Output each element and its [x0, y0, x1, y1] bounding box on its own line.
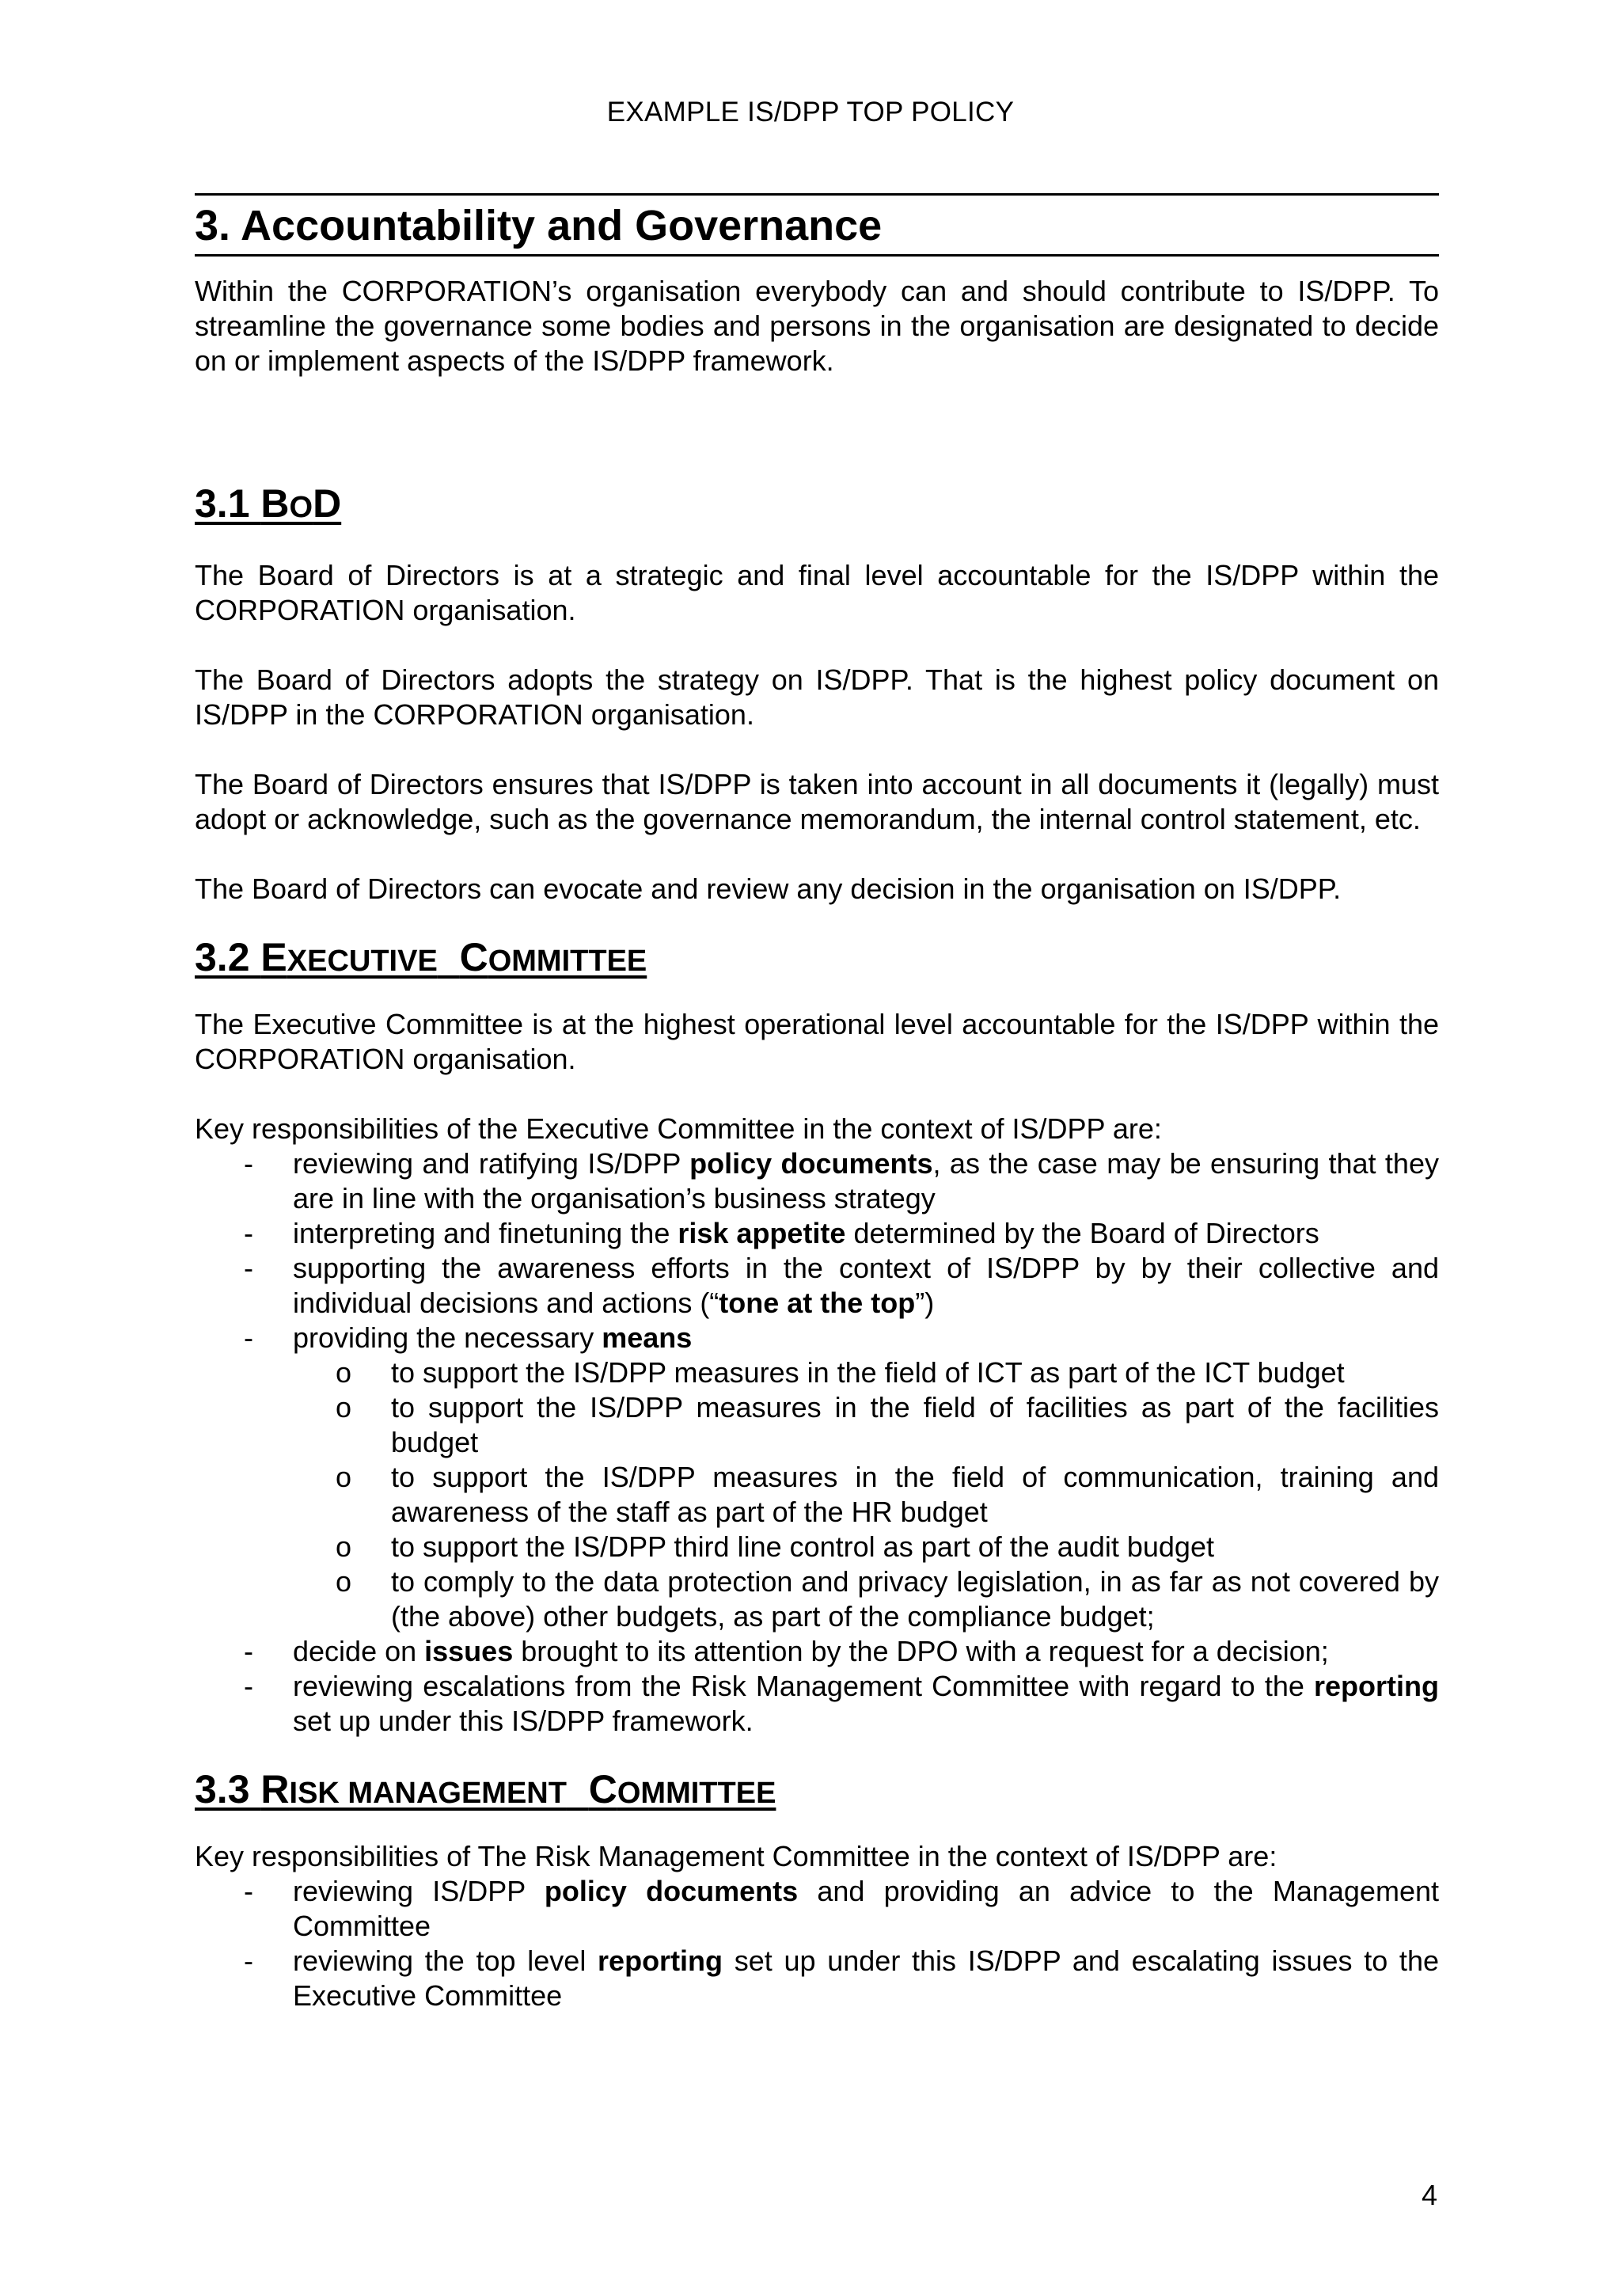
chapter-heading [195, 193, 1439, 257]
bod-paragraph-1: The Board of Directors is at a strategic and final level accountable for the IS/DPP within the CORPORATION organisation. [195, 559, 1439, 626]
sub-list-item: o to comply to the data protection and privacy legislation, in as far as not covered by (the above) other budgets, as part of the compliance budget; [293, 1564, 1439, 1634]
section-number: 3.3 [195, 1767, 261, 1811]
heading-letter: D [313, 481, 342, 526]
section-number: 3.2 [195, 935, 261, 979]
list-item: - interpreting and finetuning the risk appetite determined by the Board of Directors [195, 1216, 1439, 1251]
list-item: - reviewing escalations from the Risk Management Committee with regard to the reporting set up under this IS/DPP framework. [195, 1669, 1439, 1739]
page-header: EXAMPLE IS/DPP TOP POLICY [606, 97, 1015, 127]
heading-letter: E [260, 935, 287, 979]
document-body [195, 193, 1439, 2013]
rmc-intro: Key responsibilities of The Risk Management Committee in the context of IS/DPP are: [195, 1840, 1277, 1872]
list-item: - reviewing the top level reporting set up under this IS/DPP and escalating issues to the Executive Committee [195, 1944, 1439, 2013]
page-number: 4 [1421, 2179, 1437, 2211]
heading-letter: C [459, 935, 488, 979]
list-item: - providing the necessary means o to support the IS/DPP measures in the field of ICT as part of the ICT budget o to support the IS/DPP measures in the field of facilities as part of the facilities budget o to support the IS/DPP measures in the field of communication, training and awareness of the staff as part of the HR budget o to support the IS/DPP third line control as part of the audit budget o to comply to the data protection and privacy legislation, in as far as not covered by (the above) other budgets, as part of the compliance budget; [195, 1321, 1439, 1634]
list-item: - reviewing and ratifying IS/DPP policy documents, as the case may be ensuring that they are in line with the organisation’s business strategy [195, 1146, 1439, 1216]
sub-list-item: o to support the IS/DPP measures in the field of facilities as part of the facilities budget [293, 1390, 1439, 1460]
heading-letter: B [260, 481, 290, 526]
heading-smallcaps: OMMITTEE [617, 1777, 776, 1810]
heading-smallcaps: XECUTIVE [287, 945, 438, 978]
bod-paragraph-4: The Board of Directors can evocate and review any decision in the organisation on IS/DPP. [195, 872, 1342, 905]
section-heading-3-2 [195, 933, 1439, 985]
list-item: - reviewing IS/DPP policy documents and providing an advice to the Management Committee [195, 1874, 1439, 1944]
exco-responsibilities-list [195, 1146, 1439, 1739]
sub-list-item: o to support the IS/DPP measures in the field of ICT as part of the ICT budget [293, 1355, 1439, 1390]
heading-letter: C [588, 1767, 617, 1811]
section-heading-3-1 [195, 480, 1439, 531]
exco-intro: Key responsibilities of the Executive Committee in the context of IS/DPP are: [195, 1112, 1162, 1145]
heading-smallcaps: O [289, 491, 313, 524]
heading-letter: R [260, 1767, 290, 1811]
sub-list-item: o to support the IS/DPP third line control as part of the audit budget [293, 1530, 1439, 1564]
bod-paragraph-2: The Board of Directors adopts the strategy on IS/DPP. That is the highest policy document on IS/DPP in the CORPORATION organisation. [195, 663, 1439, 731]
sub-list-item: o to support the IS/DPP measures in the field of communication, training and awareness of the staff as part of the HR budget [293, 1460, 1439, 1530]
exco-paragraph-1: The Executive Committee is at the highest operational level accountable for the IS/DPP within the CORPORATION organisation. [195, 1008, 1439, 1075]
list-item: - supporting the awareness efforts in the context of IS/DPP by by their collective and individual decisions and actions (“tone at the top”) [195, 1251, 1439, 1321]
rmc-responsibilities-list [195, 1874, 1439, 2013]
bod-paragraph-3: The Board of Directors ensures that IS/DPP is taken into account in all documents it (legally) must adopt or acknowledge, such as the governance memorandum, the internal control statement, etc. [195, 768, 1439, 835]
section-heading-3-3 [195, 1766, 1439, 1817]
heading-smallcaps: OMMITTEE [488, 945, 647, 978]
chapter-intro: Within the CORPORATION’s organisation everybody can and should contribute to IS/DPP. To streamline the governance some bodies and persons in the organisation are designated to decide on or implement aspects of the IS/DPP framework. [195, 275, 1439, 377]
heading-smallcaps: ISK MANAGEMENT [289, 1777, 567, 1810]
section-number: 3.1 [195, 481, 261, 526]
chapter-title: 3. Accountability and Governance [195, 202, 883, 249]
means-sublist [293, 1355, 1439, 1634]
list-item: - decide on issues brought to its attention by the DPO with a request for a decision; [195, 1634, 1439, 1669]
